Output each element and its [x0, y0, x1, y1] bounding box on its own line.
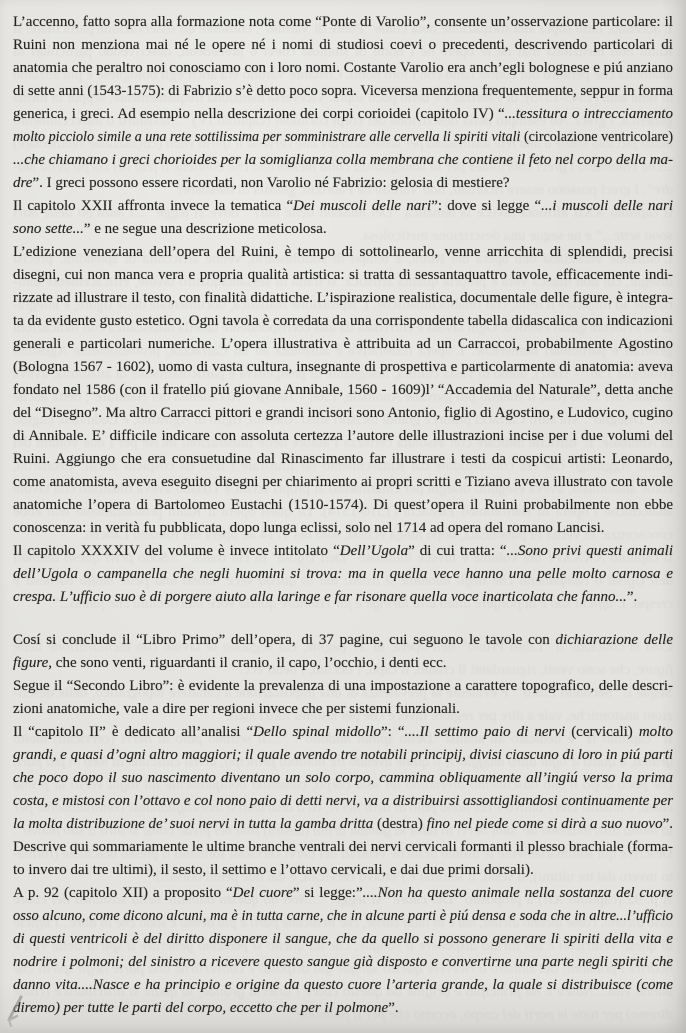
body-text: ta da evidente gusto estetico. Ogni tavola è corredata da una corrispondente tabella didascalica con indicazioni — [13, 313, 674, 329]
text-line — [13, 974, 673, 997]
paragraph-5 — [13, 629, 673, 675]
quoted-italic-text: ....Non ha questo animale nella sostanza del cuore — [362, 885, 673, 901]
text-line — [13, 997, 673, 1020]
body-text: (Bologna 1567 - 1602), uomo di vasta cultura, insegnante di prospettiva e particolarmente di anatomia: aveva — [13, 359, 673, 375]
quoted-italic-text: fino nel piede come si dirà a suo nuovo — [422, 816, 663, 832]
page-text — [13, 11, 673, 1020]
paragraph-6 — [13, 675, 673, 721]
paragraph-3 — [13, 241, 673, 540]
text-line — [13, 80, 673, 103]
body-text: Ruini. Aggiungo che era consuetudine dal Rinascimento far illustrare i testi da cospicui artisti: Leonardo, — [13, 451, 673, 467]
quoted-italic-text: nodrire i polmoni; del sinistro a ricevere questo sangue già disposto e convertirne una parte negli spiriti che — [13, 954, 673, 970]
body-text: anatomia che peraltro noi conosciamo con i loro nomi. Costante Varolio era anch’egli bolognese e piú anziano — [13, 60, 674, 76]
body-text: A p. 92 (capitolo XII) a proposito “ — [13, 885, 233, 901]
text-line — [13, 882, 673, 905]
text-line — [13, 402, 673, 425]
body-text: , che sono venti, riguardanti il cranio, il capo, l’occhio, i denti ecc. — [48, 655, 447, 671]
text-line — [13, 744, 673, 767]
text-line — [13, 471, 673, 494]
body-text: ”. — [662, 816, 674, 832]
text-line — [13, 379, 673, 402]
body-text: L’accenno, fatto sopra alla formazione nota come “Ponte di Varolio”, consente un’osservazione particolare: il — [13, 14, 673, 30]
body-text: disegni, cui non manca vera e propria qualità artistica: si tratta di sessantaquattro tavole, efficacemente indi- — [13, 267, 673, 283]
text-line — [13, 218, 673, 241]
quoted-italic-text: Dello spinal midollo — [253, 724, 381, 740]
text-line — [13, 859, 673, 882]
text-line — [13, 11, 673, 34]
body-text: rizzate ad illustrare il testo, con finalità didattiche. L’ispirazione realistica, documentale delle figure, è integra- — [13, 290, 673, 306]
text-line — [13, 540, 673, 563]
quoted-italic-text: ...che chiamano i greci chorioides per la somiglianza colla membrana che contiene il feto nel corpo della ma- — [13, 152, 674, 168]
text-line — [13, 836, 673, 859]
body-text: L’edizione veneziana dell’opera del Ruini, è tempo di sottolinearlo, venne arricchita di splendidi, precisi — [13, 244, 673, 260]
body-text: ” di cui tratta: “ — [408, 543, 507, 559]
body-text: generali e particolari numeriche. L’opera illustrativa è attribuita ad un Carraccoi, probabilmente Agostino — [13, 336, 673, 352]
text-line — [13, 333, 673, 356]
pencil-smudge-icon — [2, 993, 28, 1031]
body-text: ”. — [626, 589, 638, 605]
text-line — [13, 34, 673, 57]
paragraph-7 — [13, 721, 673, 882]
body-text: Descrive qui sommariamente le ultime branche ventrali dei nervi cervicali formanti il plesso brachiale (forma- — [13, 839, 673, 855]
body-text: to invero dai tre ultimi), il sesto, il settimo e l’ottavo cervicali, e dai due primi dorsali). — [13, 862, 534, 878]
quoted-italic-text: sono sette... — [13, 221, 84, 237]
paragraph-2 — [13, 195, 673, 241]
quoted-italic-text: di questi ventricoli è del diritto disponere il sangue, che da quello si possono generare li spiriti della vita e — [13, 931, 673, 947]
text-line — [13, 57, 673, 80]
body-text: (destra) — [377, 816, 423, 832]
body-text: generica, i greci. Ad esempio nella descrizione dei corpi corioidei (capitolo IV) “ — [13, 106, 505, 122]
paragraph-4 — [13, 540, 673, 609]
quoted-italic-text: grandi, e quasi d’ogni altro maggiori; il quale avendo tre notabili principij, divisi ciascuno di loro in piú parti — [13, 747, 673, 763]
body-text: Il capitolo XXII affronta invece la tematica “ — [13, 198, 294, 214]
text-line — [13, 698, 673, 721]
text-line — [13, 905, 673, 928]
text-line — [13, 287, 673, 310]
paragraph-1 — [13, 11, 673, 195]
body-text: Cosí si conclude il “Libro Primo” dell’opera, di 37 pagine, cui seguono le tavole con — [13, 632, 556, 648]
text-line — [13, 928, 673, 951]
quoted-italic-text: dell’Ugola o campanella che negli huomini si trova: ma in quella vece hanno una pelle molto carnosa e — [13, 566, 673, 582]
body-text: ” si legge:” — [292, 885, 363, 901]
body-text: ”: “ — [380, 724, 405, 740]
body-text: fondato nel 1586 (con il fratello piú giovane Annibale, 1560 - 1609)l’ “Accademia del Naturale”, detta anche — [13, 382, 673, 398]
quoted-italic-text: ....Il settimo paio di nervi — [404, 724, 572, 740]
text-line — [13, 356, 673, 379]
quoted-italic-text: molto picciolo simile a una rete sottilissima per somministrare alle cervella li spiriti vitali — [13, 129, 521, 145]
body-text: di Annibale. E’ difficile indicare con assoluta certezza l’autore delle illustrazioni incise per i due volumi del — [13, 428, 673, 444]
body-text: del “Disegno”. Ma altro Carracci pittori e grandi incisori sono Antonio, figlio di Agostino, e Ludovico, cugino — [13, 405, 674, 421]
quoted-italic-text: diremo) per tutte le parti del corpo, eccetto che per il polmone — [13, 1000, 389, 1016]
quoted-italic-text: dichiarazione delle — [555, 632, 673, 648]
text-line — [13, 310, 673, 333]
quoted-italic-text: costa, e mistosi con l’ottavo e col nono paio di detti nervi, va a distribuirsi assottigliandosi continuamente per — [13, 793, 674, 809]
body-text: come anatomista, aveva eseguito disegni per chiarimento ai propri scritti e Tiziano aveva illustrato con tavole — [13, 474, 673, 490]
quoted-italic-text: danno vita....Nasce e ha principio e origine da questo cuore l’arteria grande, la quale si distribuisce (come — [13, 977, 673, 993]
body-text: ”. — [388, 1000, 399, 1016]
quoted-italic-text: molto — [632, 724, 673, 740]
quoted-italic-text: osso alcuno, come dicono alcuni, ma è in tutta carne, che in alcune parti è piú densa e soda che in altre...l’ufficio — [13, 908, 673, 924]
text-line — [13, 629, 673, 652]
body-text: Il “capitolo II” è dedicato all’analisi “ — [13, 724, 254, 740]
body-text: ” e ne segue una descrizione meticolosa. — [83, 221, 327, 237]
quoted-italic-text: dre — [13, 175, 33, 191]
body-text: ”. I greci possono essere ricordati, non Varolio né Fabrizio: gelosia di mestiere? — [32, 175, 510, 191]
quoted-italic-text: la molta distribuzione de’ suoi nervi in tutta la gamba dritta — [13, 816, 378, 832]
text-line — [13, 767, 673, 790]
body-text: conoscenza: in verità fu pubblicata, dopo lunga eclissi, solo nel 1714 ad opera del romano Lancisi. — [13, 520, 605, 536]
text-line — [13, 951, 673, 974]
text-line — [13, 126, 673, 149]
quoted-italic-text: ...Sono privi questi animali — [506, 543, 674, 559]
quoted-italic-text: Dell’Ugola — [339, 543, 409, 559]
text-line — [13, 172, 673, 195]
text-line — [13, 103, 673, 126]
quoted-italic-text: crespa. L’ufficio suo è di porgere aiuto alla laringe e far risonare quella voce inarticolata che fanno... — [13, 589, 627, 605]
text-line — [13, 675, 673, 698]
text-line — [13, 149, 673, 172]
text-line — [13, 517, 673, 540]
body-text: (circolazione ventricolare) — [520, 129, 674, 145]
quoted-italic-text: ...i muscoli delle nari — [541, 198, 673, 214]
quoted-italic-text: ...tessitura o intrecciamento — [504, 106, 673, 122]
text-line — [13, 448, 673, 471]
quoted-italic-text: Del cuore — [232, 885, 293, 901]
text-line — [13, 563, 673, 586]
text-line — [13, 195, 673, 218]
body-text: Ruini non menziona mai né le opere né i nomi di studiosi coevi o precedenti, descrivendo particolari di — [13, 37, 673, 53]
text-line — [13, 586, 673, 609]
body-text: zioni anatomiche, vale a dire per regioni invece che per sistemi funzionali. — [13, 701, 460, 717]
body-text: ”: dove si legge “ — [431, 198, 542, 214]
body-text: anatomiche l’opera di Bartolomeo Eustachi (1510-1574). Di quest’opera il Ruini probabilmente non ebbe — [13, 497, 673, 513]
text-line — [13, 652, 673, 675]
text-line — [13, 425, 673, 448]
quoted-italic-text: Dei muscoli delle nari — [293, 198, 432, 214]
body-text: (cervicali) — [571, 724, 633, 740]
text-line — [13, 721, 673, 744]
text-line — [13, 790, 673, 813]
body-text: Segue il “Secondo Libro”: è evidente la prevalenza di una impostazione a carattere topografico, delle descri- — [13, 678, 673, 694]
quoted-italic-text: figure — [13, 655, 49, 671]
text-line — [13, 241, 673, 264]
text-line — [13, 264, 673, 287]
paragraph-8 — [13, 882, 673, 1020]
text-line — [13, 494, 673, 517]
quoted-italic-text: che poco dopo il suo nascimento diventano un solo corpo, cammina obliquamente all’ingiú verso la prima — [13, 770, 674, 786]
body-text: Il capitolo XXXXIV del volume è invece intitolato “ — [13, 543, 340, 559]
body-text: di sette anni (1543-1575): di Fabrizio s’è detto poco sopra. Viceversa menziona frequentemente, seppur in forma — [13, 83, 674, 99]
text-line — [13, 813, 673, 836]
